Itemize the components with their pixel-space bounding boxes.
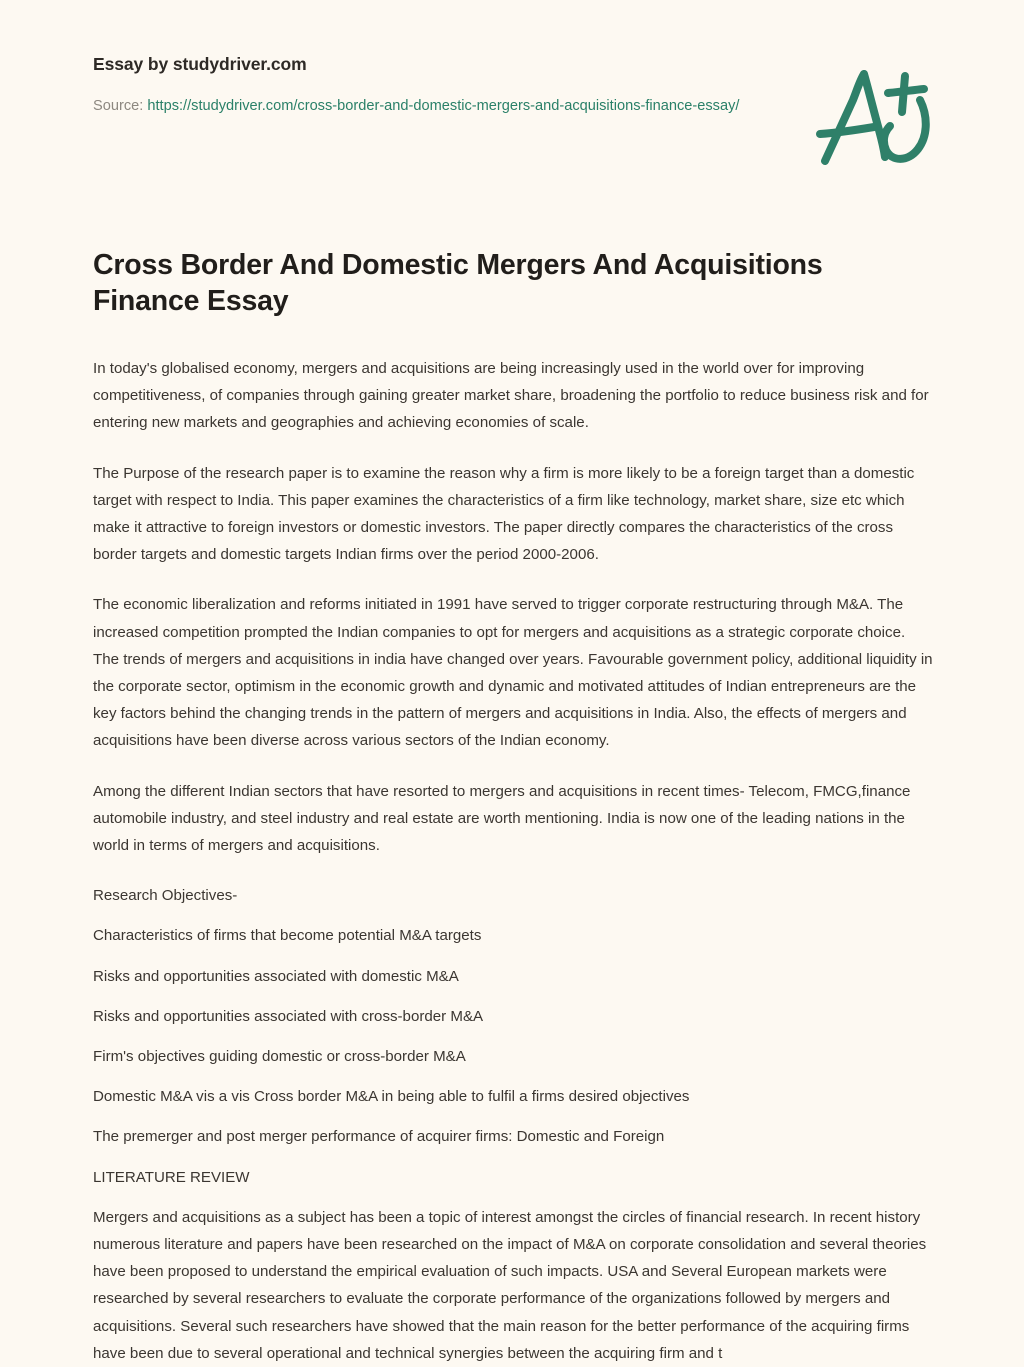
literature-review-heading: LITERATURE REVIEW — [93, 1168, 250, 1186]
page-header — [93, 52, 793, 119]
paragraph: The economic liberalization and reforms initiated in 1991 have served to trigger corporate restructuring through M&A. The increased competition prompted the Indian companies to opt for mergers and acquisitions as a strategic corporate choice. The trends of mergers and acquisitions in india have changed over years. Favourable government policy, additional liquidity in the corporate sector, optimism in the economic growth and dynamic and motivated attitudes of Indian entrepreneurs are the key factors behind the changing trends in the pattern of mergers and acquisitions in India. Also, the effects of mergers and acquisitions have been diverse across various sectors of the Indian economy. — [93, 596, 933, 750]
objective-item: The premerger and post merger performance of acquirer firms: Domestic and Foreign — [93, 1128, 665, 1146]
a-plus-logo — [812, 62, 942, 174]
page-title: Cross Border And Domestic Mergers And Acquisitions Finance Essay — [93, 249, 823, 317]
source-line — [93, 93, 753, 119]
objective-item: Domestic M&A vis a vis Cross border M&A in being able to fulfil a firms desired objectives — [93, 1088, 690, 1106]
objective-item: Characteristics of firms that become potential M&A targets — [93, 927, 482, 945]
paragraph: Mergers and acquisitions as a subject has been a topic of interest amongst the circles of financial research. In recent history numerous literature and papers have been researched on the impact of M&A on corporate consolidation and several theories have been proposed to understand the empirical evaluation of such impacts. USA and Several European markets were researched by several researchers to evaluate the corporate performance of the organizations followed by mergers and acquisitions. Several such researchers have showed that the main reason for the better performance of the acquiring firms have been due to several operational and technical synergies between the acquiring firm and t — [93, 1208, 927, 1362]
objective-item: Risks and opportunities associated with domestic M&A — [93, 967, 459, 985]
research-objectives-heading: Research Objectives- — [93, 887, 238, 905]
paragraph: In today's globalised economy, mergers and acquisitions are being increasingly used in the world over for improving competitiveness, of companies through gaining greater market share, broadening the portfolio to reduce business risk and for entering new markets and geographies and achieving economies of scale. — [93, 360, 929, 432]
paragraph: The Purpose of the research paper is to examine the reason why a firm is more likely to be a foreign target than a domestic target with respect to India. This paper examines the characteristics of a firm like technology, market share, size etc which make it attractive to foreign investors or domestic investors. The paper directly compares the characteristics of the cross border targets and domestic targets Indian firms over the period 2000-2006. — [93, 464, 915, 564]
essay-content — [93, 247, 933, 1367]
objective-item: Risks and opportunities associated with cross-border M&A — [93, 1007, 484, 1025]
byline: Essay by studydriver.com — [93, 54, 307, 74]
source-url-link[interactable]: https://studydriver.com/cross-border-and-domestic-mergers-and-acquisitions-finance-essay/ — [147, 98, 740, 114]
paragraph: Among the different Indian sectors that have resorted to mergers and acquisitions in recent times- Telecom, FMCG,finance automobile industry, and steel industry and real estate are worth mentioning. India is now one of the leading nations in the world in terms of mergers and acquisitions. — [93, 782, 911, 855]
objective-item: Firm's objectives guiding domestic or cross-border M&A — [93, 1048, 466, 1066]
source-label: Source: — [93, 98, 144, 114]
